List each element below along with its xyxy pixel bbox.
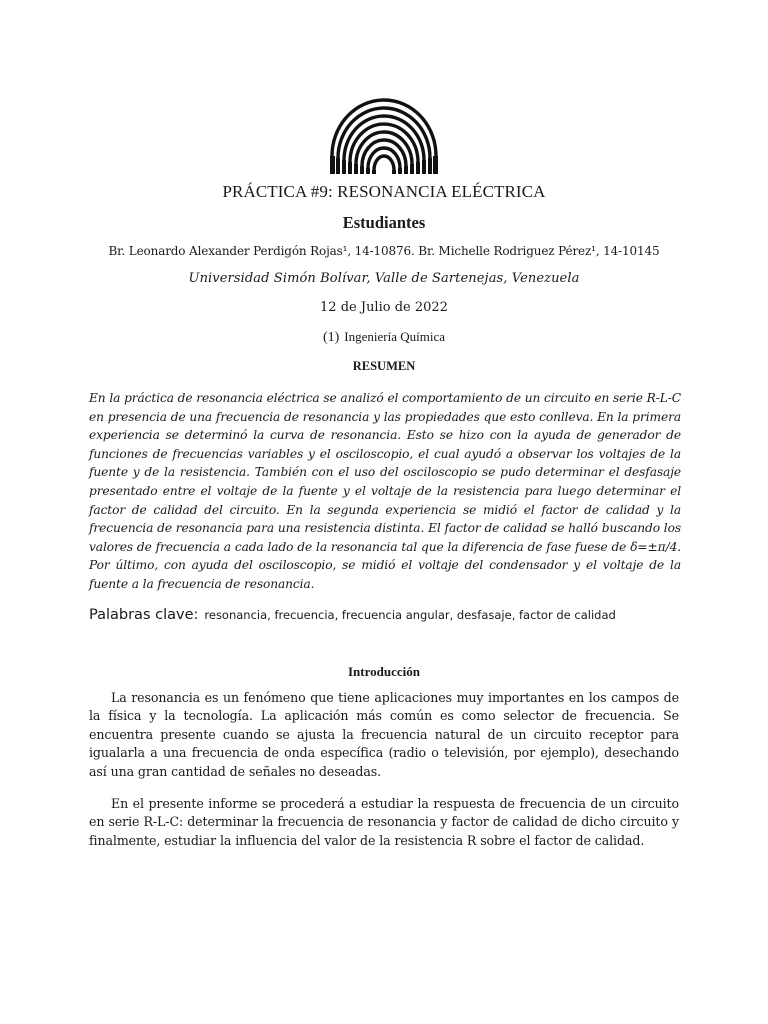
affiliation-footnote xyxy=(0,329,768,346)
abstract-heading: RESUMEN xyxy=(352,359,416,373)
university-logo-icon xyxy=(328,96,440,174)
authors-line: Br. Leonardo Alexander Perdigón Rojas¹, 14-10876. Br. Michelle Rodriguez Pérez¹, 14-10145 xyxy=(108,244,660,258)
students-heading: Estudiantes xyxy=(342,213,426,232)
affiliation-line: Universidad Simón Bolívar, Valle de Sartenejas, Venezuela xyxy=(188,271,580,286)
footnote-text: Ingeniería Química xyxy=(344,329,446,344)
introduction-paragraph: En el presente informe se procederá a estudiar la respuesta de frecuencia de un circuito en serie R-L-C: determinar la frecuencia de resonancia y factor de calidad de dicho circuito y finalmente, estudiar la influencia del valor de la resistencia R sobre el factor de calidad. xyxy=(89,796,679,848)
keywords-values: resonancia, frecuencia, frecuencia angular, desfasaje, factor de calidad xyxy=(204,608,616,622)
introduction-paragraph: La resonancia es un fenómeno que tiene aplicaciones muy importantes en los campos de la física y la tecnología. La aplicación más común es como selector de frecuencia. Se encuentra presente cuando se ajusta la frecuencia natural de un circuito receptor para igualarla a una frecuencia de onda específica (radio o televisión, por ejemplo), desechando así una gran cantidad de señales no deseadas. xyxy=(89,690,679,779)
keywords-label: Palabras clave: xyxy=(89,607,199,623)
abstract-text: En la práctica de resonancia eléctrica se analizó el comportamiento de un circuito en serie R-L-C en presencia de una frecuencia de resonancia y las propiedades que esto conlleva. En la primera experiencia se determinó la curva de resonancia. Esto se hizo con la ayuda de generador de funciones de frecuencias variables y el osciloscopio, el cual ayudó a observar los voltajes de la fuente y de la resistencia. También con el uso del osciloscopio se pudo determinar el desfasaje presentado entre el voltaje de la fuente y el voltaje de la resistencia para luego determinar el factor de calidad del circuito. En la segunda experiencia se midió el factor de calidad y la frecuencia de resonancia para una resistencia distinta. El factor de calidad se halló buscando los valores de frecuencia a cada lado de la resonancia tal que la diferencia de fase fuese de δ=±π/4. Por último, con ayuda del osciloscopio, se midió el voltaje del condensador y el voltaje de la fuente a la frecuencia de resonancia. xyxy=(89,391,681,591)
keywords-line xyxy=(89,604,689,623)
document-title: PRÁCTICA #9: RESONANCIA ELÉCTRICA xyxy=(222,182,546,201)
footnote-number: (1) xyxy=(322,330,340,345)
document-date: 12 de Julio de 2022 xyxy=(320,300,448,315)
introduction-heading: Introducción xyxy=(348,664,420,679)
